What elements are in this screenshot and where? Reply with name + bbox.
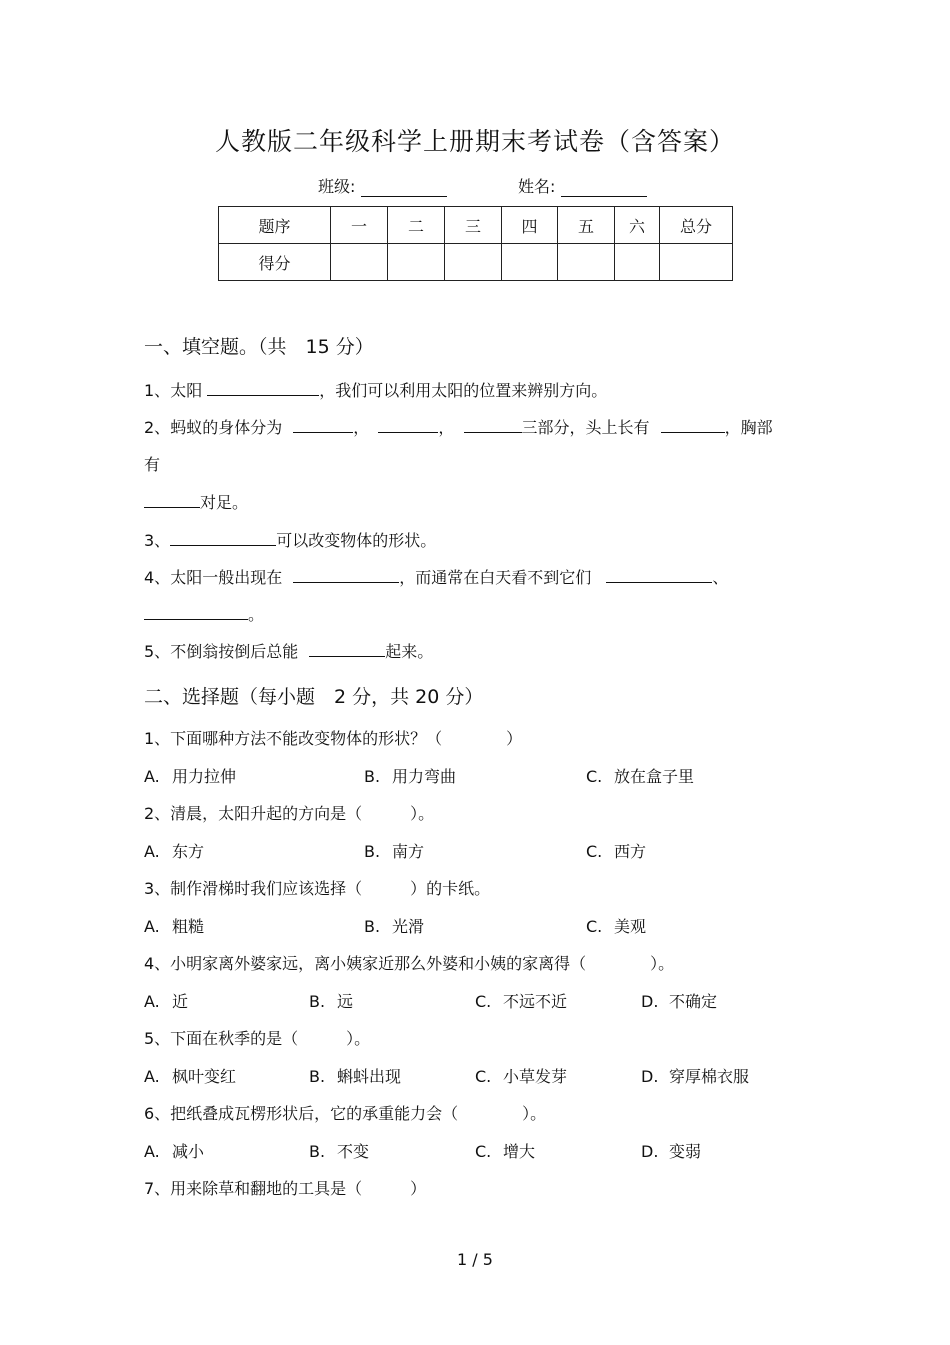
choice-question: 7、用来除草和翻地的工具是（ ） (144, 1179, 427, 1198)
header-cell: 六 (615, 207, 660, 244)
fill-question-2-cont: 有 (144, 455, 161, 474)
header-cell: 总分 (660, 207, 733, 244)
option-c: C. 增大 (475, 1142, 536, 1161)
class-blank (361, 181, 447, 197)
answer-blank (293, 418, 353, 433)
section1-heading: 一、填空题。（共 15 分） (144, 336, 374, 358)
fill-question-3: 3、 可以改变物体的形状。 (144, 531, 437, 550)
option-b: B. 不变 (309, 1142, 370, 1161)
score-row-label: 得分 (219, 244, 331, 281)
header-cell: 题序 (219, 207, 331, 244)
section2-heading: 二、选择题（每小题 2 分，共 20 分） (144, 686, 484, 708)
option-d: D. 穿厚棉衣服 (641, 1067, 750, 1086)
answer-blank (309, 642, 385, 657)
name-label: 姓名: (518, 177, 556, 196)
page-number: 1 / 5 (457, 1250, 493, 1269)
score-cell (445, 244, 502, 281)
score-cell (502, 244, 558, 281)
fill-question-4: 4、太阳一般出现在 ，而通常在白天看不到它们 、 (144, 568, 729, 587)
score-table (218, 206, 733, 281)
option-c: C. 放在盒子里 (586, 767, 695, 786)
name-blank (561, 181, 647, 197)
choice-question: 6、把纸叠成瓦楞形状后，它的承重能力会（ ）。 (144, 1104, 547, 1123)
score-table-header-row (219, 207, 733, 244)
answer-blank (464, 418, 522, 433)
option-b: B. 南方 (364, 842, 425, 861)
answer-blank (144, 605, 248, 620)
option-c: C. 西方 (586, 842, 647, 861)
option-a: A. 枫叶变红 (144, 1067, 237, 1086)
name-field (518, 174, 647, 197)
exam-title: 人教版二年级科学上册期末考试卷（含答案） (214, 127, 735, 156)
header-cell: 五 (558, 207, 615, 244)
score-cell (615, 244, 660, 281)
option-a: A. 近 (144, 992, 189, 1011)
score-cell (331, 244, 388, 281)
option-d: D. 变弱 (641, 1142, 702, 1161)
score-cell (558, 244, 615, 281)
answer-blank (378, 418, 438, 433)
class-field (318, 174, 447, 197)
answer-blank (170, 531, 276, 546)
choice-question: 5、下面在秋季的是（ ）。 (144, 1029, 371, 1048)
answer-blank (293, 568, 399, 583)
fill-question-1: 1、太阳 ，我们可以利用太阳的位置来辨别方向。 (144, 381, 608, 400)
option-b: B. 远 (309, 992, 354, 1011)
answer-blank (606, 568, 712, 583)
header-cell: 三 (445, 207, 502, 244)
option-a: A. 粗糙 (144, 917, 205, 936)
fill-question-2-cont2: 对足。 (144, 490, 248, 513)
choice-question: 2、清晨，太阳升起的方向是（ ）。 (144, 804, 435, 823)
score-cell (660, 244, 733, 281)
option-c: C. 不远不近 (475, 992, 568, 1011)
header-cell: 一 (331, 207, 388, 244)
answer-blank (144, 493, 200, 508)
answer-blank (661, 418, 725, 433)
answer-blank (207, 381, 319, 396)
option-a: A. 东方 (144, 842, 205, 861)
option-b: B. 蝌蚪出现 (309, 1067, 402, 1086)
option-b: B. 光滑 (364, 917, 425, 936)
fill-question-2: 2、蚂蚁的身体分为 ， ， 三部分，头上长有 ，胸部 (144, 418, 773, 437)
fill-question-5: 5、不倒翁按倒后总能 起来。 (144, 642, 434, 661)
score-cell (388, 244, 445, 281)
choice-question: 1、下面哪种方法不能改变物体的形状？（ ） (144, 729, 523, 748)
choice-question: 4、小明家离外婆家远，离小姨家近那么外婆和小姨的家离得（ ）。 (144, 954, 675, 973)
choice-question: 3、制作滑梯时我们应该选择（ ）的卡纸。 (144, 879, 491, 898)
header-cell: 二 (388, 207, 445, 244)
class-label: 班级: (318, 177, 356, 196)
fill-question-4-cont: 。 (144, 602, 264, 625)
score-table-score-row (219, 244, 733, 281)
option-a: A. 减小 (144, 1142, 205, 1161)
option-a: A. 用力拉伸 (144, 767, 237, 786)
option-d: D. 不确定 (641, 992, 718, 1011)
option-b: B. 用力弯曲 (364, 767, 457, 786)
option-c: C. 美观 (586, 917, 647, 936)
option-c: C. 小草发芽 (475, 1067, 568, 1086)
header-cell: 四 (502, 207, 558, 244)
